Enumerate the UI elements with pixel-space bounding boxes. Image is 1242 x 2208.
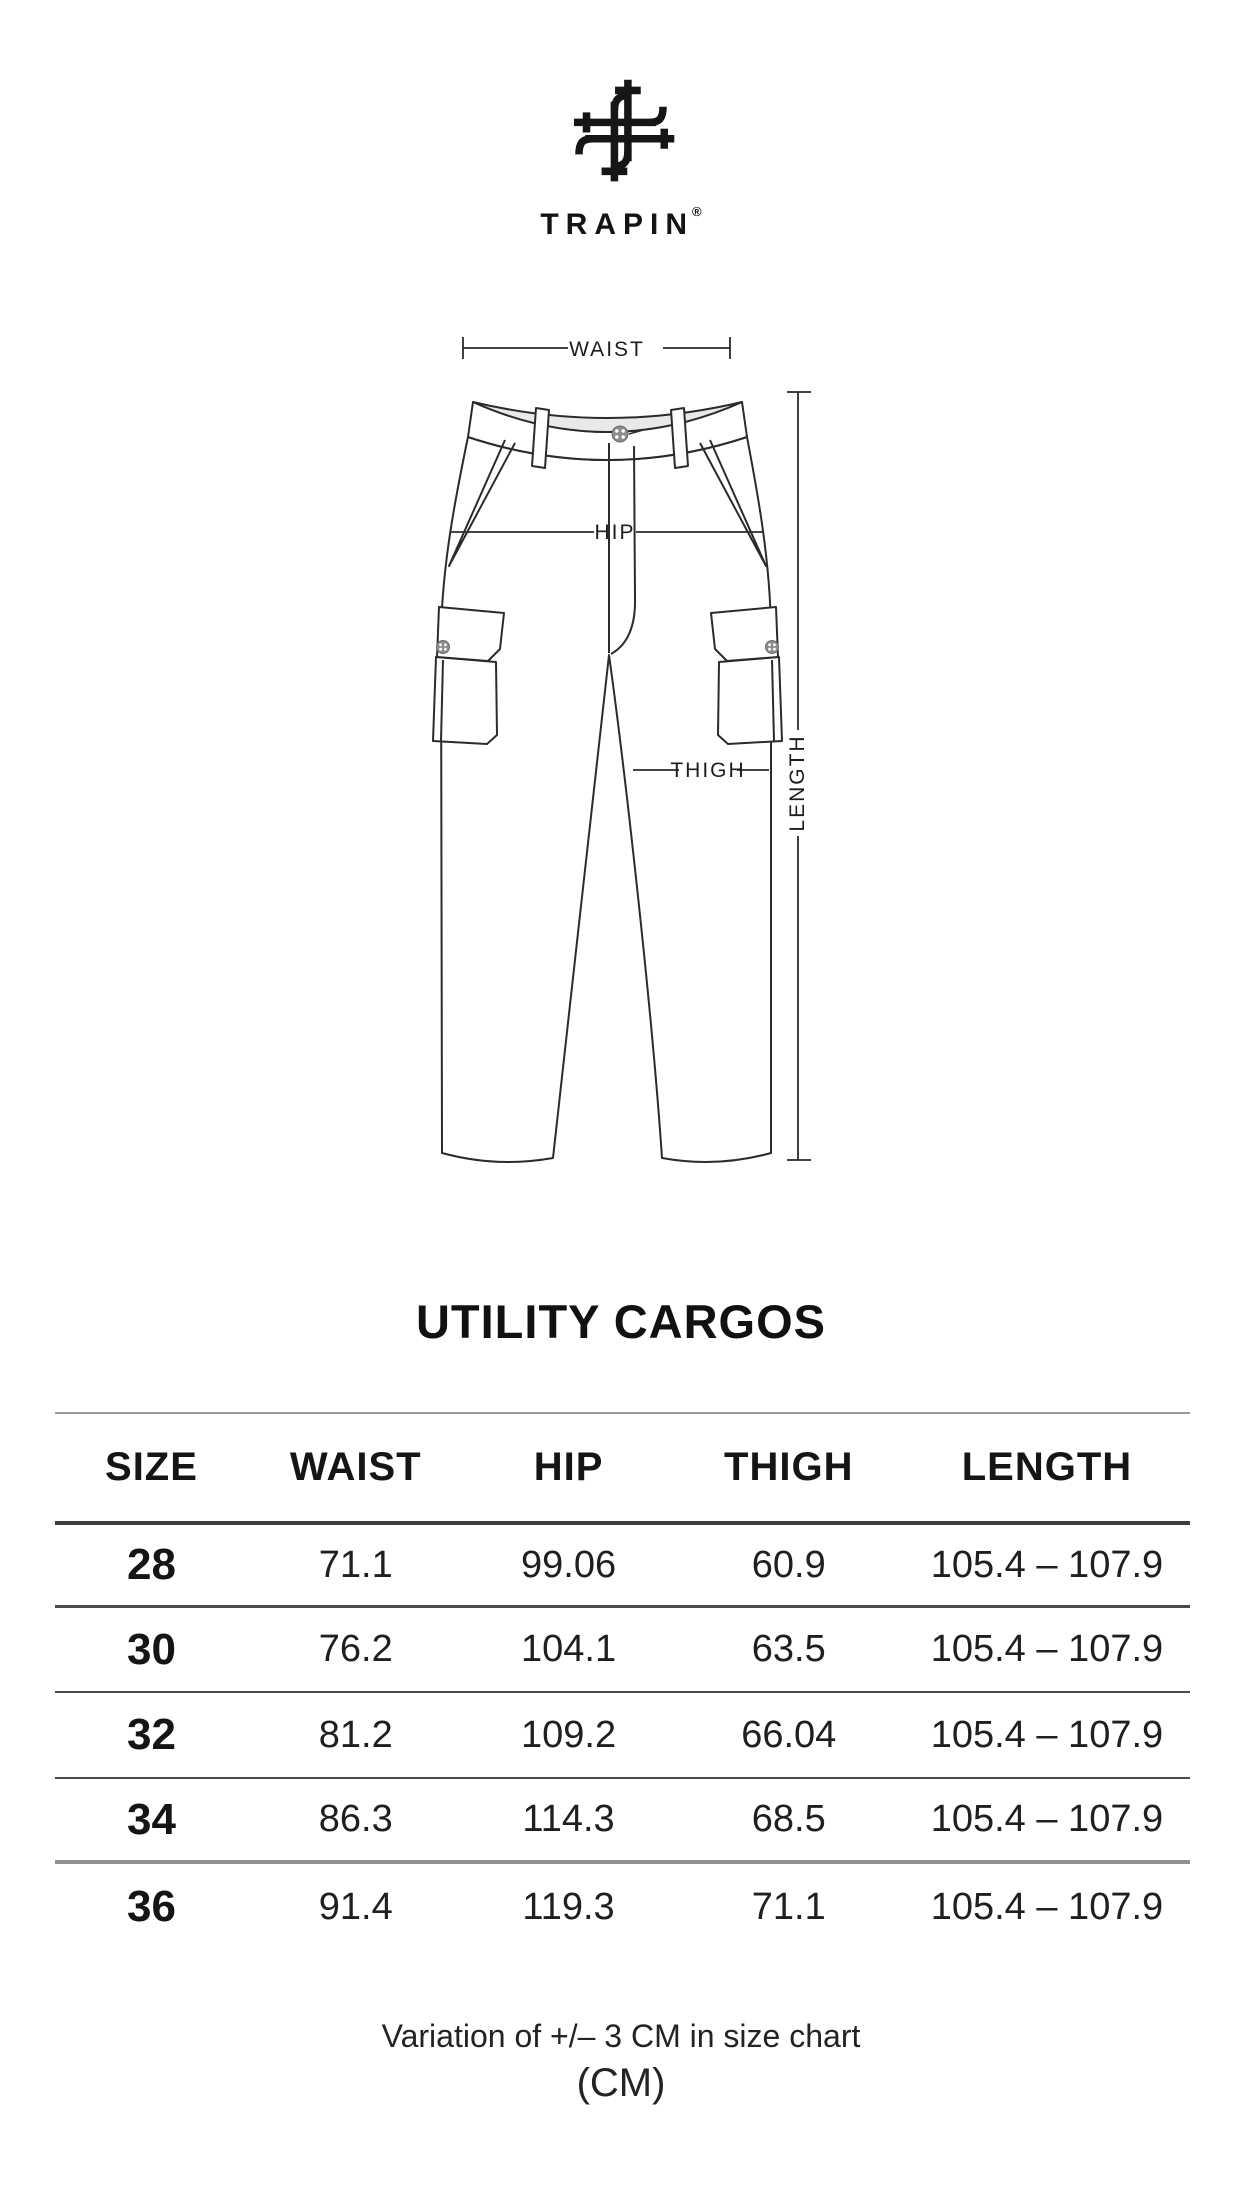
table-row <box>55 1608 1190 1693</box>
thigh-cell: 66.04 <box>741 1713 837 1756</box>
size-chart-footnote <box>0 2016 1242 2106</box>
size-cell: 28 <box>126 1540 176 1589</box>
table-row <box>55 1779 1190 1864</box>
pants-measurement-diagram <box>300 320 940 1180</box>
waist-cell: 86.3 <box>318 1798 393 1840</box>
column-header-length: LENGTH <box>961 1445 1133 1489</box>
waist-cell: 91.4 <box>318 1885 393 1928</box>
length-diagram-label: LENGTH <box>786 734 809 832</box>
column-header-waist: WAIST <box>289 1445 422 1489</box>
hip-cell: 109.2 <box>521 1713 617 1756</box>
brand-logo <box>0 68 1242 242</box>
length-cell: 105.4 – 107.9 <box>930 1543 1164 1586</box>
thigh-cell: 71.1 <box>751 1885 826 1928</box>
thigh-cell: 68.5 <box>751 1798 826 1840</box>
waist-diagram-label: WAIST <box>569 338 645 361</box>
brand-name-text: TRAPIN <box>540 208 695 241</box>
waist-cell: 81.2 <box>318 1713 393 1756</box>
table-header-row <box>55 1414 1190 1525</box>
size-table <box>55 1412 1190 1950</box>
column-header-hip: HIP <box>533 1445 604 1489</box>
unit-note: (CM) <box>576 2061 666 2105</box>
hip-cell: 99.06 <box>521 1543 617 1586</box>
thigh-cell: 63.5 <box>751 1628 826 1670</box>
page-title: UTILITY CARGOS <box>415 1295 827 1348</box>
hip-diagram-label: HIP <box>594 521 636 544</box>
table-row <box>55 1693 1190 1779</box>
variation-note: Variation of +/– 3 CM in size chart <box>381 2018 861 2054</box>
size-cell: 30 <box>126 1624 176 1674</box>
waistband-button-icon <box>612 426 628 442</box>
length-cell: 105.4 – 107.9 <box>930 1885 1164 1928</box>
hip-cell: 119.3 <box>522 1885 615 1928</box>
size-cell: 36 <box>126 1882 176 1931</box>
hip-cell: 104.1 <box>521 1628 617 1670</box>
table-row <box>55 1525 1190 1608</box>
hip-cell: 114.3 <box>522 1798 615 1840</box>
size-cell: 34 <box>126 1794 176 1844</box>
pants-outline <box>433 402 782 1162</box>
thigh-diagram-label: THIGH <box>670 759 746 782</box>
registered-trademark: ® <box>692 204 702 219</box>
left-pocket-button-icon <box>437 641 450 654</box>
thigh-cell: 60.9 <box>751 1543 826 1586</box>
length-cell: 105.4 – 107.9 <box>930 1798 1164 1840</box>
length-cell: 105.4 – 107.9 <box>930 1628 1164 1670</box>
waist-cell: 71.1 <box>318 1543 393 1586</box>
column-header-size: SIZE <box>105 1445 198 1489</box>
column-header-thigh: THIGH <box>724 1445 854 1489</box>
length-cell: 105.4 – 107.9 <box>930 1713 1164 1756</box>
trapin-monogram-icon <box>563 68 679 190</box>
brand-name <box>0 204 1242 242</box>
size-cell: 32 <box>126 1710 176 1759</box>
waist-cell: 76.2 <box>318 1628 393 1670</box>
table-row <box>55 1864 1190 1950</box>
right-pocket-button-icon <box>766 641 779 654</box>
